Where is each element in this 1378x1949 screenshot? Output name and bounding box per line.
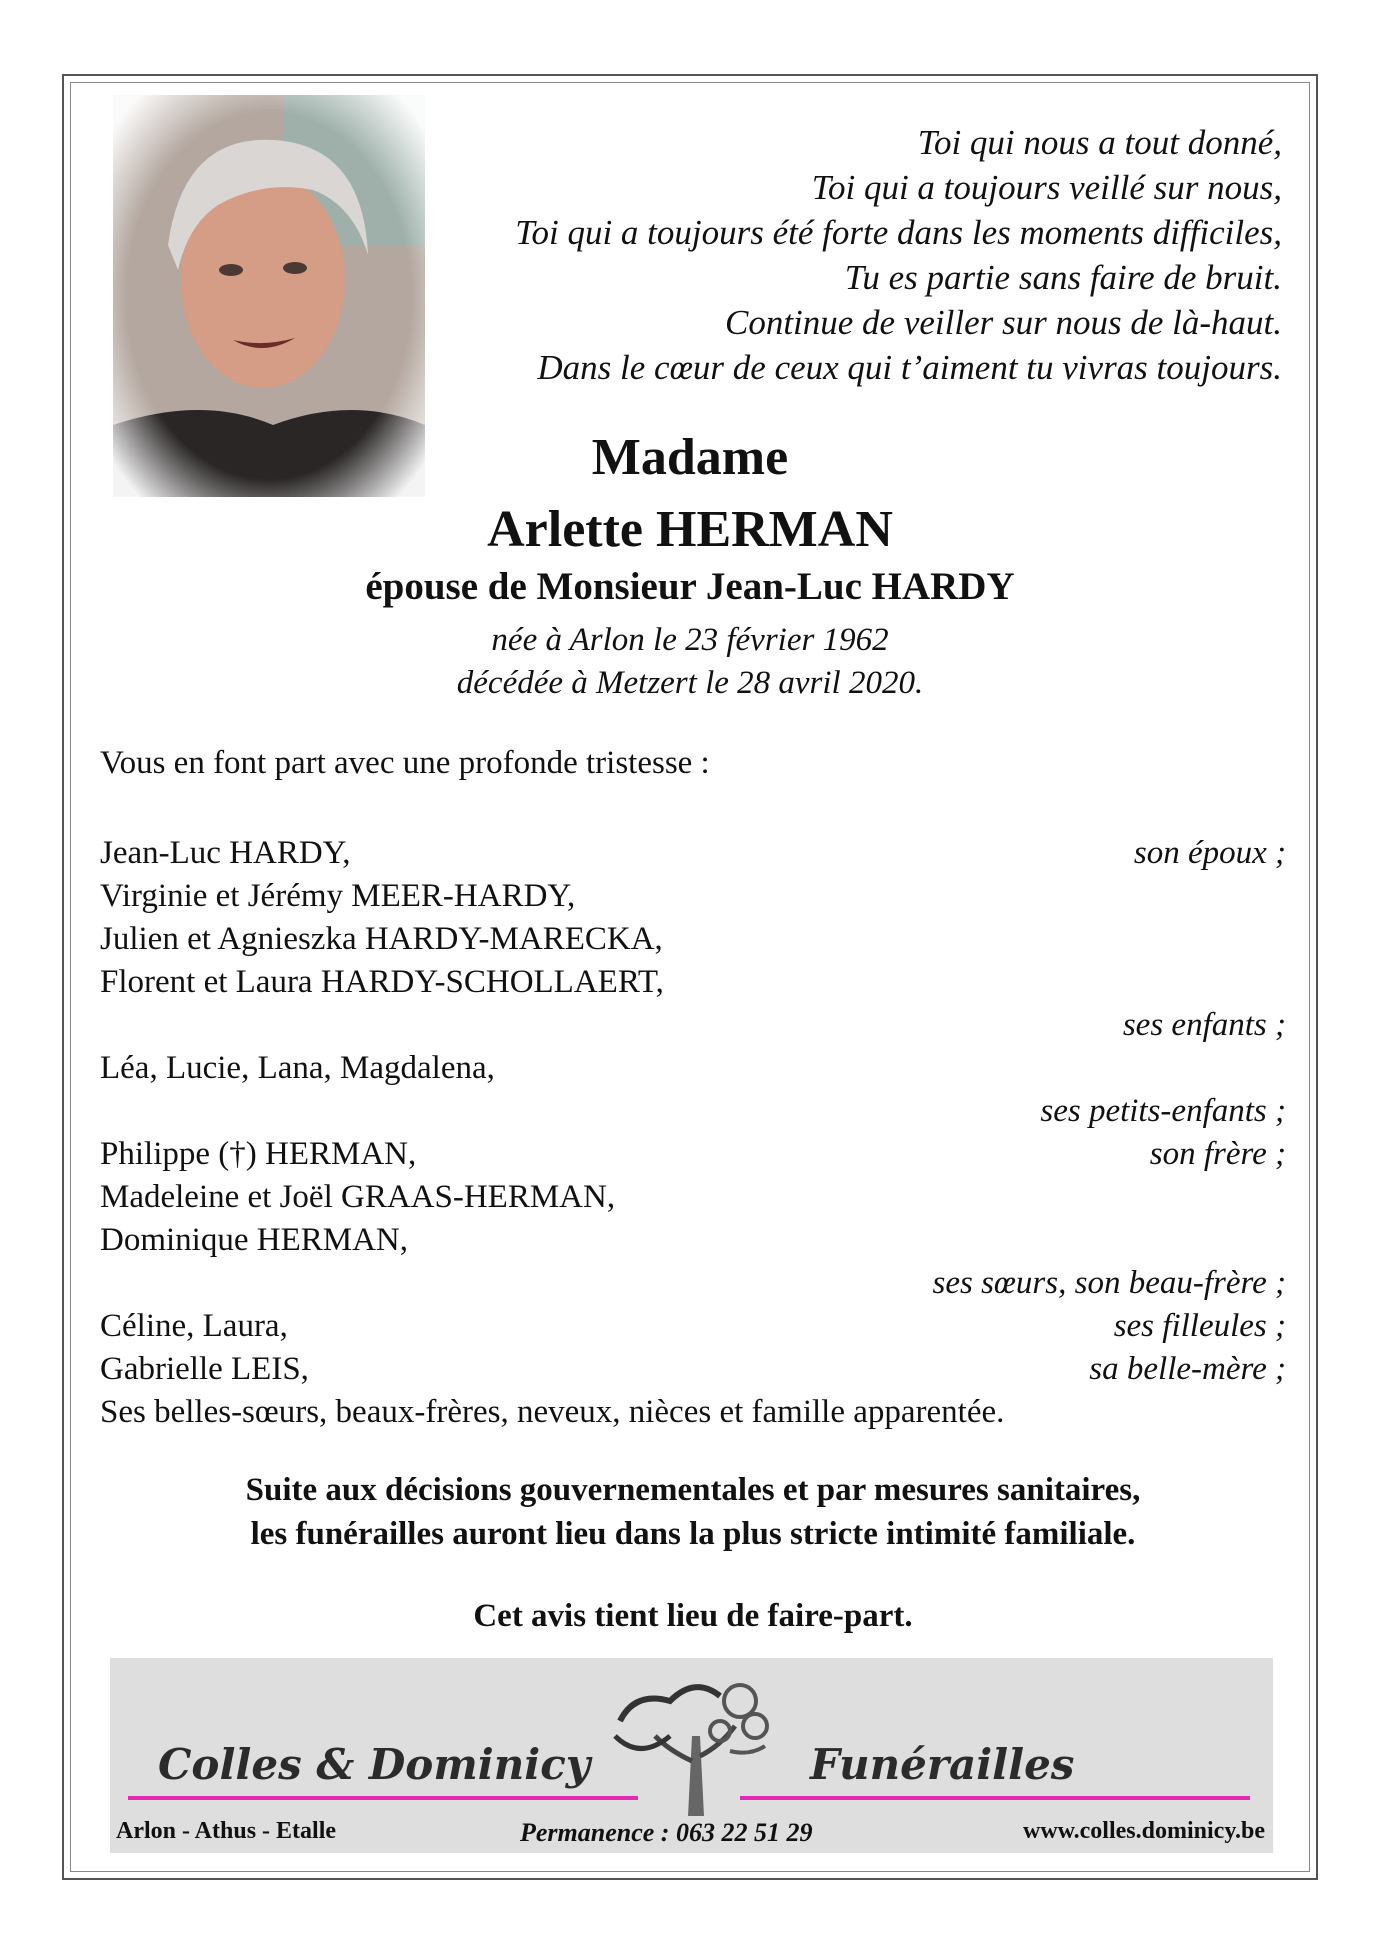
intro-text: Vous en font part avec une profonde tristesse : — [100, 745, 710, 781]
notice-line-1: Suite aux décisions gouvernementales et par mesures sanitaires, — [245, 1472, 1141, 1508]
family-row — [100, 1004, 1286, 1046]
family-row — [100, 1047, 1286, 1089]
family-row — [100, 1391, 1286, 1433]
family-name: Ses belles-sœurs, beaux-frères, neveux, nièces et famille apparentée. — [100, 1394, 1005, 1430]
family-row — [100, 1133, 1286, 1175]
poem-line: Continue de veiller sur nous de là-haut. — [724, 303, 1282, 342]
honorific: Madame — [591, 429, 789, 486]
family-name: Madeleine et Joël GRAAS-HERMAN, — [100, 1179, 616, 1215]
poem-line: Dans le cœur de ceux qui t’aiment tu vivras toujours. — [537, 348, 1282, 387]
family-row — [100, 875, 1286, 917]
funeral-home-banner — [110, 1658, 1273, 1853]
family-name: Philippe (†) HERMAN, — [100, 1136, 417, 1172]
family-relation: ses sœurs, son beau-frère ; — [932, 1265, 1286, 1301]
family-row — [100, 1262, 1286, 1304]
death-line: décédée à Metzert le 28 avril 2020. — [456, 665, 924, 701]
family-name: Virginie et Jérémy MEER-HARDY, — [100, 878, 576, 914]
family-relation: son frère ; — [1149, 1136, 1286, 1172]
family-relation: ses enfants ; — [1122, 1007, 1286, 1043]
brand-service: Funérailles — [810, 1740, 1075, 1789]
brand-name: Colles & Dominicy — [158, 1740, 591, 1789]
poem — [382, 120, 1282, 390]
family-row — [100, 1176, 1286, 1218]
poem-line: Toi qui nous a tout donné, — [917, 123, 1282, 162]
family-row — [100, 1348, 1286, 1390]
locations: Arlon - Athus - Etalle — [116, 1818, 337, 1844]
accent-line-left — [128, 1796, 638, 1800]
deceased-name: Arlette HERMAN — [487, 501, 893, 558]
family-relation: ses filleules ; — [1113, 1308, 1286, 1344]
portrait-photo — [113, 95, 425, 497]
family-name: Léa, Lucie, Lana, Magdalena, — [100, 1050, 495, 1086]
poem-line: Toi qui a toujours été forte dans les moments difficiles, — [515, 213, 1282, 252]
family-row — [100, 1219, 1286, 1261]
family-name: Dominique HERMAN, — [100, 1222, 408, 1258]
phone: Permanence : 063 22 51 29 — [520, 1818, 813, 1847]
family-relation: sa belle-mère ; — [1089, 1351, 1286, 1387]
birth-line: née à Arlon le 23 février 1962 — [491, 622, 889, 658]
family-row — [100, 1305, 1286, 1347]
poem-line: Tu es partie sans faire de bruit. — [844, 258, 1282, 297]
family-name: Gabrielle LEIS, — [100, 1351, 309, 1387]
spouse-line: épouse de Monsieur Jean-Luc HARDY — [365, 565, 1015, 608]
family-row — [100, 961, 1286, 1003]
notice-line-2: les funérailles auront lieu dans la plus stricte intimité familiale. — [250, 1516, 1136, 1552]
poem-line: Toi qui a toujours veillé sur nous, — [811, 168, 1282, 207]
family-name: Florent et Laura HARDY-SCHOLLAERT, — [100, 964, 664, 1000]
tree-logo-icon — [600, 1666, 780, 1826]
family-name: Jean-Luc HARDY, — [100, 835, 351, 871]
family-row — [100, 1090, 1286, 1132]
family-row — [100, 832, 1286, 874]
accent-line-right — [740, 1796, 1250, 1800]
family-name: Julien et Agnieszka HARDY-MARECKA, — [100, 921, 663, 957]
family-name: Céline, Laura, — [100, 1308, 288, 1344]
family-relation: son époux ; — [1133, 835, 1286, 871]
notice-line-3: Cet avis tient lieu de faire-part. — [473, 1598, 913, 1634]
family-relation: ses petits-enfants ; — [1040, 1093, 1286, 1129]
website-link[interactable]: www.colles.dominicy.be — [1022, 1818, 1265, 1844]
family-row — [100, 918, 1286, 960]
